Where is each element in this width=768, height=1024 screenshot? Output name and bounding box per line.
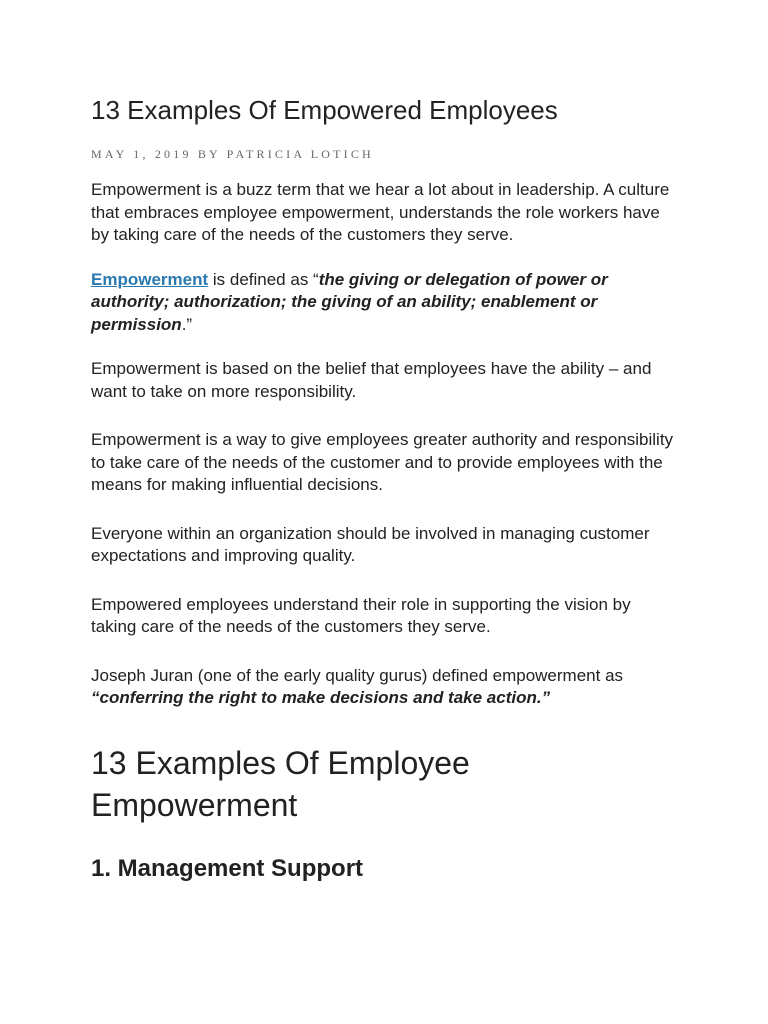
paragraph-organization: Everyone within an organization should be involved in managing customer expectations and improving quality. [91, 523, 650, 565]
section-heading: 13 Examples Of Employee Empowerment [91, 744, 470, 823]
definition-quote: the giving or delegation of power or authority; authorization; the giving of an ability; enablement or permission [91, 269, 608, 334]
paragraph-belief: Empowerment is based on the belief that employees have the ability – and want to take on more responsibility. [91, 359, 652, 401]
paragraph-definition [91, 269, 680, 337]
paragraph-vision: Empowered employees understand their role in supporting the vision by taking care of the needs of the customers they serve. [91, 594, 631, 636]
paragraph-juran [91, 665, 680, 710]
paragraph-intro: Empowerment is a buzz term that we hear a lot about in leadership. A culture that embraces employee empowerment, understands the role workers have by taking care of the needs of the customers they serve. [91, 180, 670, 244]
article-title: 13 Examples Of Empowered Employees [91, 95, 558, 125]
definition-lead-text: is defined as “ [208, 269, 319, 289]
subsection-heading: 1. Management Support [91, 854, 364, 882]
juran-quote: “conferring the right to make decisions and take action.” [91, 688, 551, 707]
empowerment-link[interactable]: Empowerment [91, 269, 209, 289]
paragraph-authority: Empowerment is a way to give employees greater authority and responsibility to take care of the needs of the customer and to provide employees with the means for making influential decisions. [91, 430, 674, 494]
juran-lead-text: Joseph Juran (one of the early quality gurus) defined empowerment as [91, 665, 624, 685]
definition-trailing-text: .” [181, 314, 193, 334]
article-byline: MAY 1, 2019 BY PATRICIA LOTICH [91, 147, 374, 161]
